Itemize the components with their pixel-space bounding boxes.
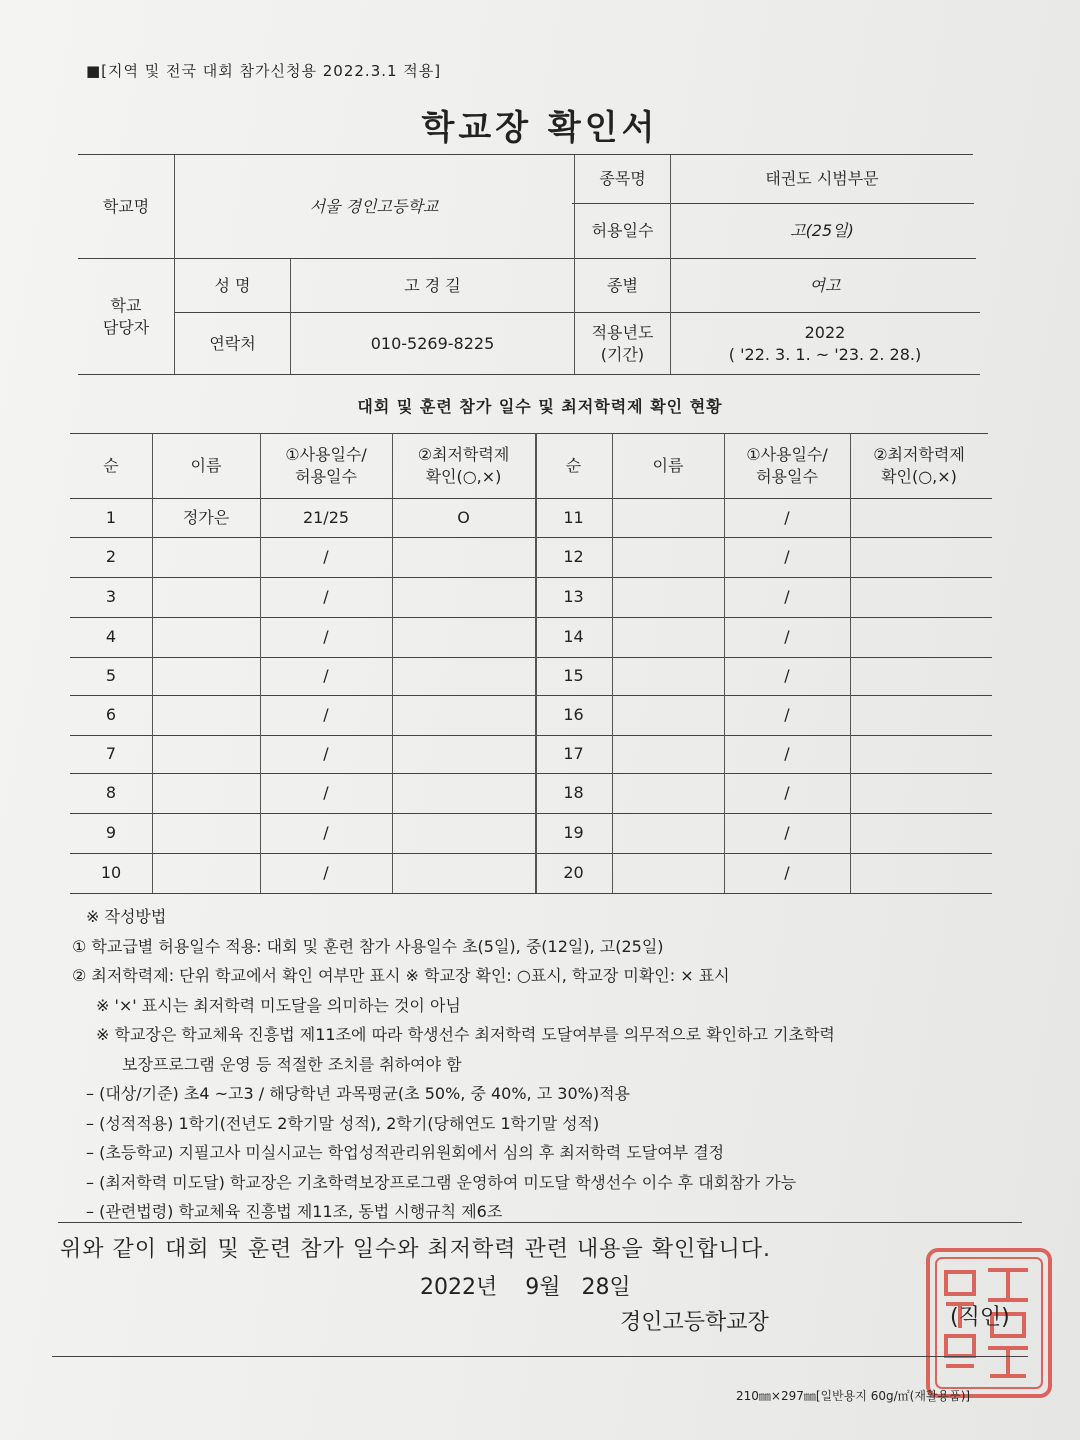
school-value: 서울 경인고등학교 [309,196,439,216]
student-name [612,853,724,893]
sport-label: 종목명 [599,169,646,188]
days-used: / [323,823,329,842]
min-academic-check [392,577,535,617]
year-value: 2022 ( '22. 3. 1. ~ '23. 2. 28.) [728,322,922,364]
min-academic-check [392,773,535,813]
days-used: 21/25 [302,507,350,527]
column-header: ②최저학력제 확인(○,×) [417,444,510,486]
days-used: / [323,627,329,646]
row-number: 3 [105,587,117,606]
days-used: / [784,744,790,763]
note-item: – (최저학력 미도달) 학교장은 기초학력보장프로그램 운영하여 미도달 학생선수 이수 후 대회참가 가능 [86,1172,797,1192]
note-item: – (대상/기준) 초4 ~고3 / 해당학년 과목평균(초 50%, 중 40%, 고 30%)적용 [86,1084,630,1103]
student-name [612,695,724,735]
column-header: ②최저학력제 확인(○,×) [873,444,965,486]
row-number: 7 [105,744,117,763]
min-academic-check [850,735,988,773]
student-name [612,657,724,695]
row-number: 14 [563,627,584,646]
row-number: 16 [563,705,584,724]
contact-value: 010-5269-8225 [370,333,495,353]
row-number: 8 [105,783,117,802]
min-academic-check [850,813,988,853]
min-academic-check [392,695,535,735]
min-academic-check [850,695,988,735]
student-name [612,577,724,617]
column-header: ①사용일수/ 허용일수 [746,444,828,486]
note-item: ① 학교급별 허용일수 적용: 대회 및 훈련 참가 사용일수 초(5일), 중(12일), 고(25일) [72,936,664,956]
allowed-days-label: 허용일수 [591,221,654,240]
student-name [152,617,260,657]
days-used: / [323,666,329,685]
student-name [612,617,724,657]
min-academic-check [392,657,535,695]
min-academic-check [850,853,988,893]
student-name [152,773,260,813]
student-name [152,813,260,853]
staff-label: 학교 담당자 [102,295,150,337]
row-number: 5 [105,666,117,685]
days-used: / [784,627,790,646]
row-number: 10 [100,863,122,882]
days-used: / [323,587,329,606]
type-label: 종별 [607,275,638,295]
column-header: 이름 [652,455,684,475]
row-number: 18 [563,783,584,802]
row-number: 2 [105,547,117,566]
column-header: 이름 [190,455,222,475]
days-used: / [784,705,790,724]
instructions [72,902,1032,1227]
note-item: – (관련법령) 학교체육 진흥법 제11조, 동법 시행규칙 제6조 [86,1202,503,1221]
student-name [152,577,260,617]
sport-value: 태권도 시범부문 [765,169,879,188]
note-item: – (성적적용) 1학기(전년도 2학기말 성적), 2학기(당해연도 1학기말 성적) [86,1113,600,1133]
row-number: 13 [563,587,584,606]
paper-spec-footer: 210㎜×297㎜[일반용지 60g/㎡(재활용품)] [736,1389,971,1403]
row-number: 15 [563,666,584,685]
student-name [612,735,724,773]
school-label: 학교명 [102,196,150,216]
row-number: 6 [105,705,117,724]
type-value: 여고 [809,275,841,295]
allowed-days-value: 고(25일) [790,221,854,240]
column-header: 순 [103,455,119,475]
min-academic-check [850,773,988,813]
row-number: 20 [563,863,584,882]
row-number: 9 [105,823,117,842]
column-header: ①사용일수/ 허용일수 [285,444,367,486]
days-used: / [323,705,329,724]
student-name [612,773,724,813]
days-used: / [784,547,790,566]
issue-date: 2022년 9월 28일 [420,1275,631,1300]
row-number: 17 [563,744,584,763]
days-used: / [323,744,329,763]
days-used: / [784,507,790,527]
header-note: ■[지역 및 전국 대회 참가신청용 2022.3.1 적용] [86,62,442,80]
row-number: 12 [563,547,584,566]
min-academic-check [850,537,988,577]
seal-label: (직인) [950,1305,1010,1330]
min-academic-check [392,537,535,577]
closing-statement: 위와 같이 대회 및 훈련 참가 일수와 최저학력 관련 내용을 확인합니다. [60,1237,771,1262]
name-label: 성 명 [214,275,251,295]
min-academic-check [850,617,988,657]
min-academic-check [392,617,535,657]
row-number: 11 [563,507,584,527]
min-academic-check [850,657,988,695]
row-number: 1 [105,507,117,527]
note-item: ※ 학교장은 학교체육 진흥법 제11조에 따라 학생선수 최저학력 도달여부를 의무적으로 확인하고 기초학력 [96,1025,835,1044]
student-name [152,735,260,773]
note-item: – (초등학교) 지필고사 미실시교는 학업성적관리위원회에서 심의 후 최저학력 도달여부 결정 [86,1143,725,1162]
student-name [152,537,260,577]
days-used: / [323,547,329,566]
student-name [152,853,260,893]
days-used: / [784,823,790,842]
note-item: 보장프로그램 운영 등 적절한 조치를 취하여야 함 [122,1054,462,1074]
student-name [612,498,724,537]
page-title: 학교장 확인서 [421,108,659,148]
days-used: / [784,783,790,802]
column-header: 순 [565,455,582,475]
year-label: 적용년도 (기간) [591,322,654,364]
student-name: 정가은 [182,507,230,527]
min-academic-check: O [457,507,470,527]
row-number: 4 [105,627,117,646]
days-used: / [784,863,790,882]
student-name [612,813,724,853]
min-academic-check [850,577,988,617]
section-title: 대회 및 훈련 참가 일수 및 최저학력제 확인 현황 [357,397,723,416]
min-academic-check [850,498,988,537]
days-used: / [323,783,329,802]
name-value: 고 경 길 [404,275,461,295]
days-used: / [784,587,790,606]
note-item: ※ '×' 표시는 최저학력 미도달을 의미하는 것이 아님 [96,995,461,1015]
days-used: / [784,666,790,685]
student-name [152,695,260,735]
principal-name: 경인고등학교장 [620,1310,769,1335]
min-academic-check [392,813,535,853]
student-name [152,657,260,695]
note-heading: ※ 작성방법 [86,907,167,926]
min-academic-check [392,853,535,893]
contact-label: 연락처 [209,333,256,353]
min-academic-check [392,735,535,773]
row-number: 19 [563,823,584,842]
note-item: ② 최저학력제: 단위 학교에서 확인 여부만 표시 ※ 학교장 확인: ○표시, 학교장 미확인: × 표시 [72,966,730,985]
days-used: / [323,863,329,882]
student-name [612,537,724,577]
